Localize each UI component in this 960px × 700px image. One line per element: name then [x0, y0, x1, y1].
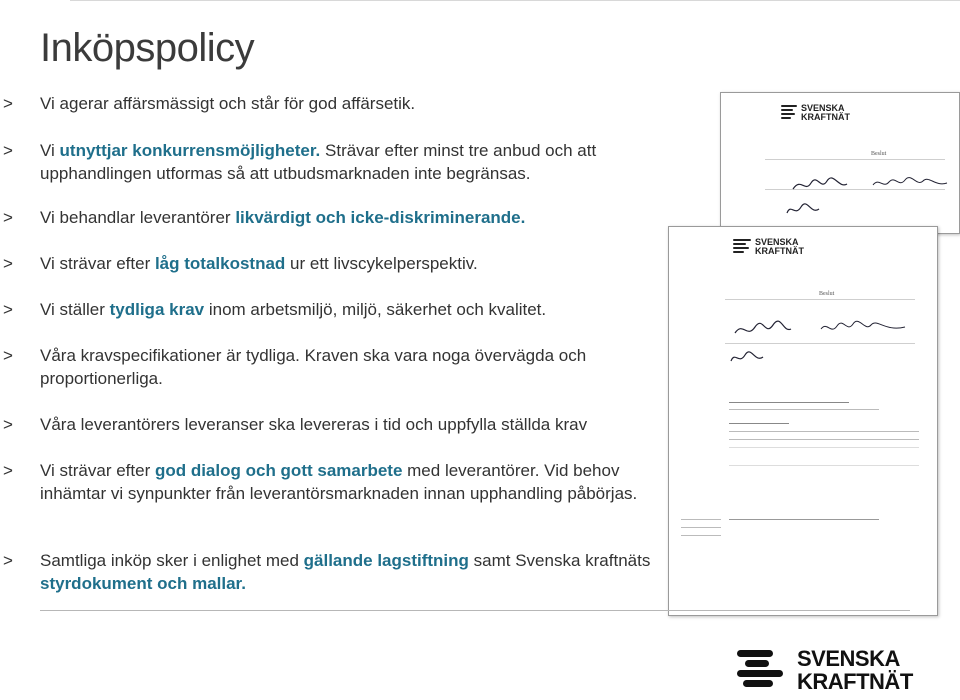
bullet-text — [40, 252, 670, 275]
bullet-text — [40, 206, 670, 229]
signature-icon — [871, 173, 951, 193]
document-rule — [729, 409, 879, 410]
bullet-marker: > — [3, 461, 13, 480]
document-rule — [725, 343, 915, 344]
document-rule — [729, 431, 919, 432]
bullet-text — [40, 298, 670, 321]
bullet-text-part: Vi strävar efter — [40, 254, 155, 273]
bullet-text-part: samt Svenska kraftnäts — [468, 551, 651, 570]
bullet-text-part: Våra leverantörers leveranser ska levereras i tid och uppfylla ställda krav — [40, 415, 588, 434]
highlight-text: utnyttjar konkurrensmöjligheter. — [59, 141, 321, 160]
document-rule — [725, 299, 915, 300]
bullet-marker: > — [3, 208, 13, 227]
document-logo-line2: KRAFTNÄT — [801, 112, 850, 122]
bullet-text-part: med leverantörer. Vid behov inhämtar vi synpunkter från leverantörsmarknaden innan upphandling påbörjas. — [40, 461, 638, 503]
document-rule — [729, 423, 789, 424]
bullet-text-part: Vi strävar efter — [40, 461, 155, 480]
bullet-marker: > — [3, 141, 13, 160]
highlight-text: styrdokument och mallar. — [40, 574, 246, 593]
bullet-text-part: Strävar efter minst tre anbud och att upphandlingen utformas så att utbudsmarknaden inte begränsas. — [40, 141, 597, 183]
document-label: Beslut — [871, 151, 887, 157]
document-rule — [681, 527, 721, 528]
document-rule — [765, 159, 945, 160]
bullet-marker: > — [3, 415, 13, 434]
page-title: Inköpspolicy — [40, 26, 255, 70]
highlight-text: gällande lagstiftning — [303, 551, 469, 570]
document-rule — [729, 439, 919, 440]
logo-mark-icon — [737, 648, 792, 692]
signature-icon — [729, 349, 765, 367]
bullet-marker: > — [3, 254, 13, 273]
document-rule — [681, 535, 721, 536]
highlight-text: tydliga krav — [109, 300, 205, 319]
bullet-text-part: inom arbetsmiljö, miljö, säkerhet och kvalitet. — [204, 300, 547, 319]
highlight-text: god dialog och gott samarbete — [154, 461, 403, 480]
document-rule — [729, 465, 919, 466]
bullet-text-part: Vi — [40, 141, 60, 160]
document-logo — [755, 238, 804, 256]
bullet-text-part: Våra kravspecifikationer är tydliga. Kraven ska vara noga övervägda och proportionerliga. — [40, 346, 587, 388]
decision-document-thumbnail-front — [668, 226, 938, 616]
bullet-text — [40, 459, 670, 505]
highlight-text: likvärdigt och icke-diskriminerande. — [235, 208, 526, 227]
logo-mark-icon — [781, 105, 797, 121]
bullet-marker: > — [3, 300, 13, 319]
signature-icon — [791, 175, 851, 195]
document-logo — [801, 104, 850, 122]
bullet-marker: > — [3, 94, 13, 113]
document-label: Beslut — [819, 291, 835, 297]
bullet-marker: > — [3, 346, 13, 365]
logo-mark-icon — [733, 239, 751, 255]
document-logo-line1: SVENSKA — [755, 237, 799, 247]
document-logo-line2: KRAFTNÄT — [755, 246, 804, 256]
highlight-text: låg totalkostnad — [154, 254, 286, 273]
svenska-kraftnat-logo — [737, 645, 913, 695]
document-logo-line1: SVENSKA — [801, 103, 845, 113]
document-rule — [729, 402, 849, 403]
bullet-text-part: Vi behandlar leverantörer — [40, 208, 236, 227]
document-rule — [681, 519, 721, 520]
decision-document-thumbnail-back — [720, 92, 960, 234]
bullet-text — [40, 344, 670, 390]
bullet-text-part: ur ett livscykelperspektiv. — [285, 254, 478, 273]
signature-icon — [785, 201, 821, 219]
signature-icon — [733, 319, 793, 341]
document-rule — [729, 447, 919, 448]
bullet-text — [40, 92, 670, 115]
bullet-text — [40, 549, 670, 595]
bullet-text — [40, 139, 670, 185]
bottom-divider — [40, 610, 910, 611]
logo-word-line1: SVENSKA — [797, 646, 900, 671]
logo-word-line2: KRAFTNÄT — [797, 669, 913, 694]
signature-icon — [819, 317, 909, 339]
bullet-text-part: Samtliga inköp sker i enlighet med — [40, 551, 304, 570]
bullet-marker: > — [3, 551, 13, 570]
document-rule — [729, 519, 879, 520]
bullet-text-part: Vi ställer — [40, 300, 110, 319]
bullet-text — [40, 413, 670, 436]
bullet-text-part: Vi agerar affärsmässigt och står för god affärsetik. — [40, 94, 416, 113]
